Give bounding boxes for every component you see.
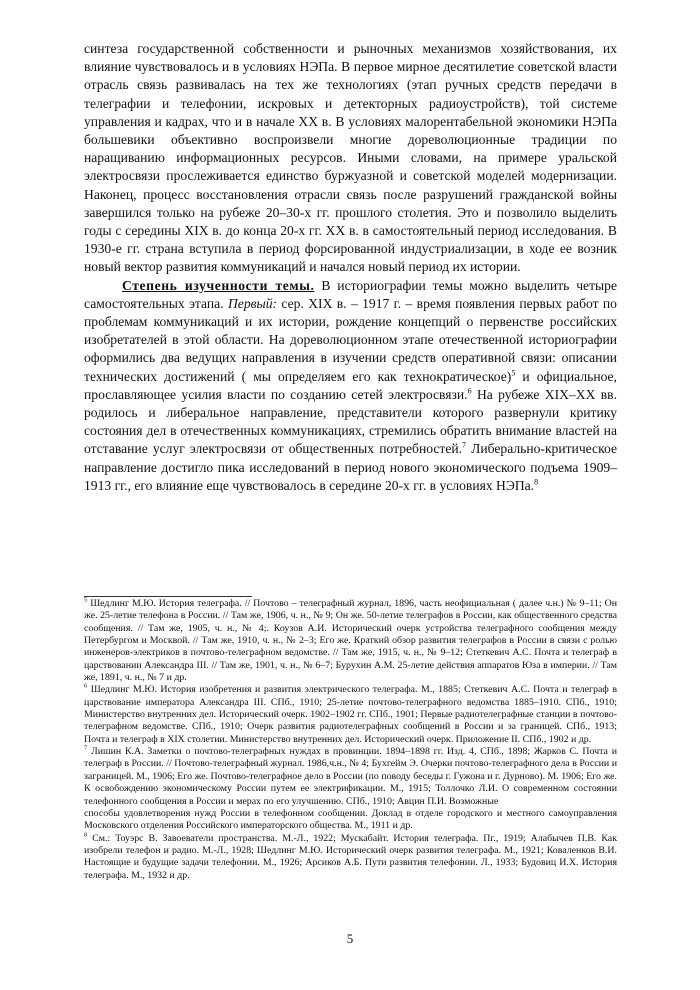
footnote-5-text: Шедлинг М.Ю. История телеграфа. // Почтово – телеграфный журнал, 1896, часть неофициальная ( далее ч.н.) № 9–11; Он же. 25-летие телефона в России. // Там же, 1906, ч. н., № 9; Он же. 50-летие телеграфов в России, как общественного средства сообщения. // Там же, 1905, ч. н., № 4;. Коузов А.И. Исторический очерк устройства телеграфного сообщения между Петербургом и Москвой. // Там же, 1910, ч. н., № 2–3; Его же. Краткий обзор развития телеграфов в России в связи с ролью инженеров-электриков в почтово-телеграфном ведомстве. // Там же, 1915, ч. н., № 9–12; Стеткевич А.С. Почта и телеграф в царствовании Александра III. // Там же, 1901, ч. н., № 6–7; Бурухин А.М. 25-летие действия аппаратов Юза в империи. // Там же, 1891, ч. н., № 7 и др. [84, 598, 617, 684]
footnote-ref-5[interactable]: 5 [511, 368, 516, 378]
footnote-7-continuation: способы удовлетворения нужд России в телефонном сообщении. Доклад в отделе городского и местного самоуправления Московского отделения Российского императорского общества. М., 1911 и др. [84, 807, 617, 832]
paragraph-2-text-1: В историографии темы можно выделить четыре самостоятельных этапа. [84, 277, 617, 311]
footnote-ref-8[interactable]: 8 [534, 477, 539, 487]
paragraph-2-text-5: Либерально-критическое направление достигло пика исследований в период нового экономического подъема 1909–1913 гг., его влияние еще чувствовалось в середине 20-х гг. в условиях НЭПа. [84, 441, 617, 493]
paragraph-2-text-4: На рубеже XIX–XX вв. родилось и либеральное направление, представители которого развернули критику состояния дел в отечественных коммуникациях, стремились обратить внимание властей на отставание услуг электросвязи от общественных потребностей. [84, 386, 617, 457]
footnote-ref-6[interactable]: 6 [467, 386, 472, 396]
footnotes [84, 598, 617, 882]
paragraph-1: синтеза государственной собственности и рыночных механизмов хозяйствования, их влияние чувствовалось и в условиях НЭПа. В первое мирное десятилетие советской власти отрасль связь развивалась на тех же технологиях (этап ручных средств передачи в телеграфии и телефонии, искровых и детекторных радиоустройств), той системе управления и кадрах, что и в начале XX в. В условиях малорентабельной экономики НЭПа большевики объективно воспроизвели многие дореволюционные традиции по наращиванию информационных ресурсов. Иными словами, на примере уральской электросвязи прослеживается единство буржуазной и советской моделей модернизации. Наконец, процесс восстановления отрасли связь после разрушений гражданской войны завершился только на рубеже 20–30-х гг. прошлого столетия. Это и позволило выделить годы с середины XIX в. до конца 20-х гг. XX в. в самостоятельный период исследования. В 1930-е гг. страна вступила в период форсированной индустриализации, в ходе ее возник новый вектор развития коммуникаций и начался новый период их истории. [84, 41, 617, 275]
footnote-8 [84, 833, 617, 882]
footnote-8-number: 8 [84, 831, 88, 839]
paragraph-2-text-2: сер. XIX в. – 1917 г. – время появления первых работ по проблемам коммуникаций и их истории, рождение концепций о первенстве российских изобретателей в этой области. На дореволюционном этапе отечественной историографии оформились два ведущих направления в изучении средств оперативной связи: описании технических достижений ( мы определяем его как технократическое) [84, 295, 617, 384]
paragraph-2 [84, 277, 617, 495]
section-lead-heading: Степень изученности темы. [122, 277, 315, 293]
footnote-6-text: Шедлинг М.Ю. История изобретения и развития электрического телеграфа. М., 1885; Стеткевич А.С. Почта и телеграф в царствование императора Александра III. СПб., 1910; 25-летие почтово-телеграфного ведомства 1885–1910. СПб., 1910; Министерство внутренних дел. Исторический очерк. 1902–1902 гг. СПб., 1901; Первые радиотелеграфные станции в почтово-телеграфном ведомстве. СПб., 1910; Очерк развития радиотелеграфных сообщений в России и за границей. СПб., 1913; Почта и телеграф в XIX столетии. Министерство внутренних дел. Исторический очерк. Приложение II. СПб., 1902 и др. [84, 684, 617, 745]
stage-first-label: Первый: [227, 295, 278, 311]
footnote-5-number: 5 [84, 596, 88, 604]
footnote-7 [84, 746, 617, 808]
footnote-ref-7[interactable]: 7 [462, 440, 467, 450]
footnote-separator [84, 596, 252, 597]
page-number: 5 [346, 931, 354, 946]
footnote-6 [84, 684, 617, 746]
footnote-7-number: 7 [84, 744, 88, 752]
footnote-5 [84, 598, 617, 684]
footnote-7-text: Лишин К.А. Заметки о почтово-телеграфных нуждах в провинции. 1894–1898 гг. Изд. 4, СПб., 1898; Жарков С. Почта и телеграф в России. // Почтово-телеграфный журнал. 1986,ч.н., № 4; Бухгейм Э. Очерки почтово-телеграфного дела в России и заграницей. М., 1906; Его же. Почтово-телеграфное дело в России (по поводу беседы г. Гужона и г. Дурново). М. 1906; Его же. К освобождению экономическому России путем ее электрификации. М., 1915; Толлочко Л.И. О современном состоянии телефонного сообщения в России и мерах по его улучшению. СПб., 1910; Авцин П.И. Возможные [84, 746, 617, 807]
footnote-8-text: См.: Тоуэрс В. Завоеватели пространства. М.-Л., 1922; Мускабайт. История телеграфа. Пг., 1919; Алабычев П.В. Как изобрели телефон и радио. М.-Л., 1928; Шедлинг М.Ю. Исторический очерк развития телеграфа. М., 1921; Коваленков В.И. Настоящие и будущие задачи телефонии. М., 1926; Арсиков А.Б. Пути развития телефонии. Л., 1933; Будовиц И.Х. История телеграфа. М., 1932 и др. [84, 832, 617, 881]
main-text [84, 40, 617, 495]
footnote-6-number: 6 [84, 683, 88, 691]
paragraph-2-text-3: и официальное, прославляющее усилия власти по созданию сетей электросвязи. [84, 368, 617, 402]
